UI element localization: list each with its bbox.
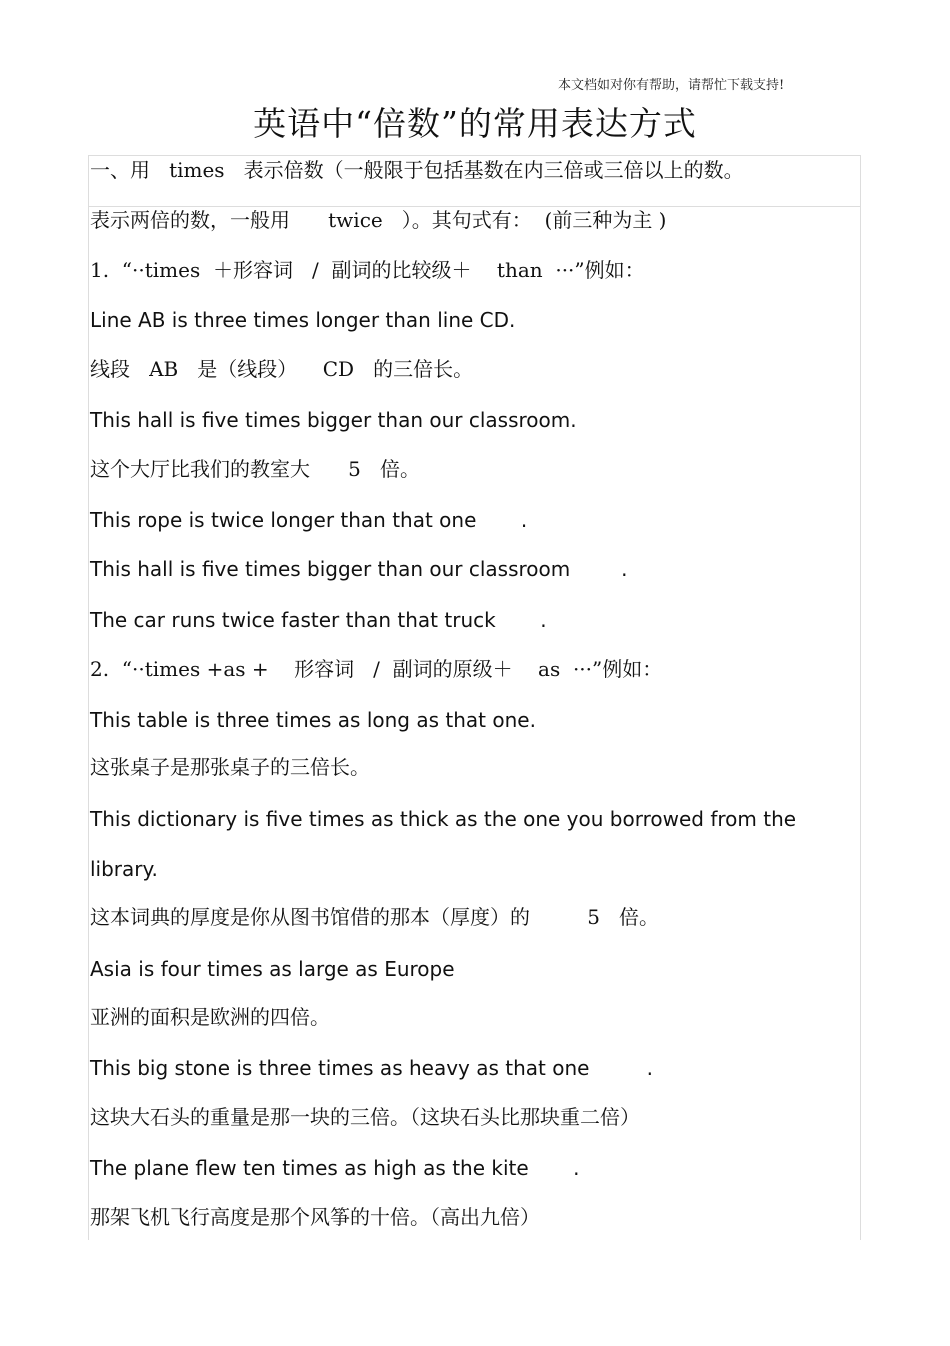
body-line: The car runs twice faster than that truck . [90,608,547,632]
table-rule-top [88,155,861,156]
body-line: The plane flew ten times as high as the kite . [90,1156,580,1180]
body-line: 2. “··times +as + 形容词 / 副词的原级＋ as ···”例如： [90,657,663,681]
body-line: This rope is twice longer than that one . [90,508,528,532]
table-rule-right [860,155,861,1240]
table-rule-left [88,155,89,1240]
body-line: 线段 AB 是（线段） CD 的三倍长。 [90,357,474,381]
body-line: 1. “··times ＋形容词 / 副词的比较级＋ than ···”例如： [90,258,645,282]
body-line: 这块大石头的重量是那一块的三倍。（这块石头比那块重二倍） [90,1105,640,1129]
header-note: 本文档如对你有帮助，请帮忙下载支持! [558,78,785,93]
body-line: 亚洲的面积是欧洲的四倍。 [90,1005,330,1029]
body-line: This table is three times as long as that one. [90,708,536,732]
body-line: Asia is four times as large as Europe [90,957,455,981]
body-line: library. [90,857,158,881]
body-line: 一、用 times 表示倍数（一般限于包括基数在内三倍或三倍以上的数。 [90,158,744,182]
body-line: This hall is five times bigger than our classroom. [90,408,577,432]
body-line: This hall is five times bigger than our classroom . [90,557,628,581]
body-line: 那架飞机飞行高度是那个风筝的十倍。（高出九倍） [90,1205,540,1229]
body-line: This big stone is three times as heavy as that one . [90,1056,654,1080]
body-line: This dictionary is five times as thick as the one you borrowed from the [90,807,797,831]
body-line: 这个大厅比我们的教室大 5 倍。 [90,457,420,481]
document-title: 英语中“倍数”的常用表达方式 [253,104,697,143]
table-rule-row [88,206,861,207]
body-line: Line AB is three times longer than line CD. [90,308,516,332]
body-line: 这本词典的厚度是你从图书馆借的那本（厚度）的 5 倍。 [90,905,660,929]
body-line: 这张桌子是那张桌子的三倍长。 [90,755,370,779]
body-line: 表示两倍的数，一般用 twice ）。其句式有： (前三种为主 ) [90,208,667,232]
